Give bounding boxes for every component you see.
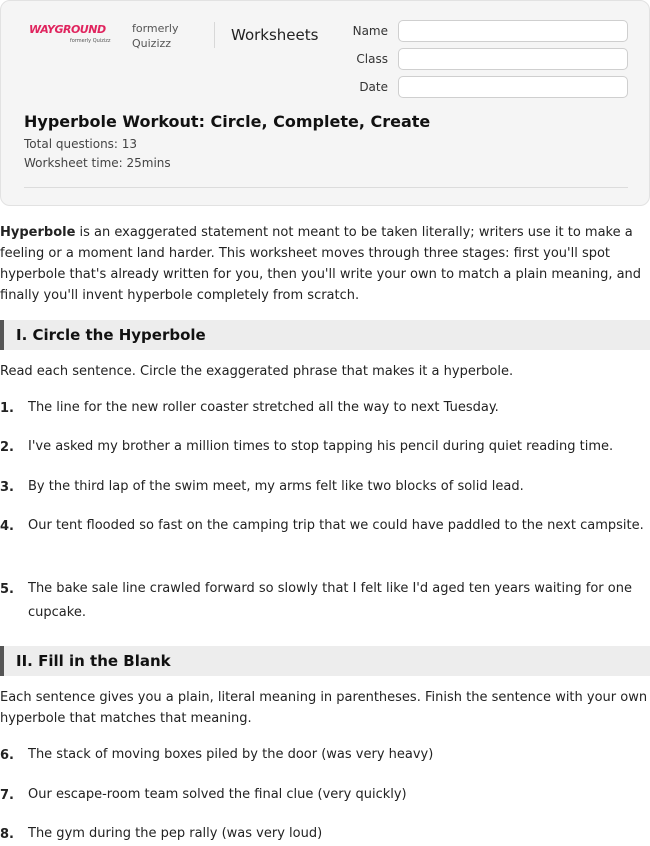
class-field[interactable] — [398, 48, 628, 70]
formerly-quizizz-note — [132, 21, 179, 51]
header-rule — [24, 187, 628, 188]
question-text: The gym during the pep rally (was very loud) — [28, 826, 323, 841]
question-number: 7. — [0, 788, 14, 803]
formerly-line-1: formerly — [132, 22, 179, 35]
question-number: 2. — [0, 440, 14, 455]
section-heading-text: I. Circle the Hyperbole — [16, 326, 206, 344]
formerly-line-2: Quizizz — [132, 37, 172, 50]
question-text: By the third lap of the swim meet, my arms felt like two blocks of solid lead. — [28, 479, 524, 494]
class-label: Class — [356, 52, 388, 66]
section-instructions: Each sentence gives you a plain, literal meaning in parentheses. Finish the sentence with your own hyperbole that matches that meaning. — [0, 690, 648, 726]
logo-wordmark: WAYGROUND — [29, 23, 106, 36]
logo-tagline: formerly Quizizz — [70, 38, 111, 44]
worksheet-time: Worksheet time: 25mins — [24, 156, 171, 170]
question-text: The bake sale line crawled forward so slowly that I felt like I'd aged ten years waiting for one cupcake. — [28, 581, 632, 620]
total-questions: Total questions: 13 — [24, 137, 138, 151]
intro-text: is an exaggerated statement not meant to be taken literally; writers use it to make a feeling or a moment land harder. This worksheet moves through three stages: first you'll spot hyperbole that's already written for you, then you'll write your own to match a plain meaning, and finally you'll invent hyperbole completely from scratch. — [0, 225, 642, 303]
question-number: 8. — [0, 827, 14, 842]
question-text: The stack of moving boxes piled by the door (was very heavy) — [28, 747, 434, 762]
date-label: Date — [359, 80, 388, 94]
section-label: Worksheets — [231, 26, 319, 44]
worksheet-header — [0, 0, 650, 206]
question-text: I've asked my brother a million times to stop tapping his pencil during quiet reading time. — [28, 439, 614, 454]
header-divider — [214, 22, 215, 48]
question-number: 3. — [0, 480, 14, 495]
name-label: Name — [352, 24, 388, 38]
question-text: Our tent flooded so fast on the camping trip that we could have paddled to the next campsite. — [28, 518, 644, 533]
date-field[interactable] — [398, 76, 628, 98]
intro-paragraph — [0, 222, 648, 306]
intro-term: Hyperbole — [0, 225, 76, 240]
question-text: Our escape-room team solved the final clue (very quickly) — [28, 787, 407, 802]
question-text: The line for the new roller coaster stretched all the way to next Tuesday. — [28, 400, 499, 415]
question-number: 1. — [0, 401, 14, 416]
question-number: 4. — [0, 519, 14, 534]
question-number: 5. — [0, 582, 14, 597]
section-heading-text: II. Fill in the Blank — [16, 652, 171, 670]
question-number: 6. — [0, 748, 14, 763]
section-heading — [0, 320, 650, 350]
section-instructions: Read each sentence. Circle the exaggerated phrase that makes it a hyperbole. — [0, 364, 514, 379]
worksheet-title: Hyperbole Workout: Circle, Complete, Create — [24, 112, 431, 131]
name-field[interactable] — [398, 20, 628, 42]
section-heading — [0, 646, 650, 676]
